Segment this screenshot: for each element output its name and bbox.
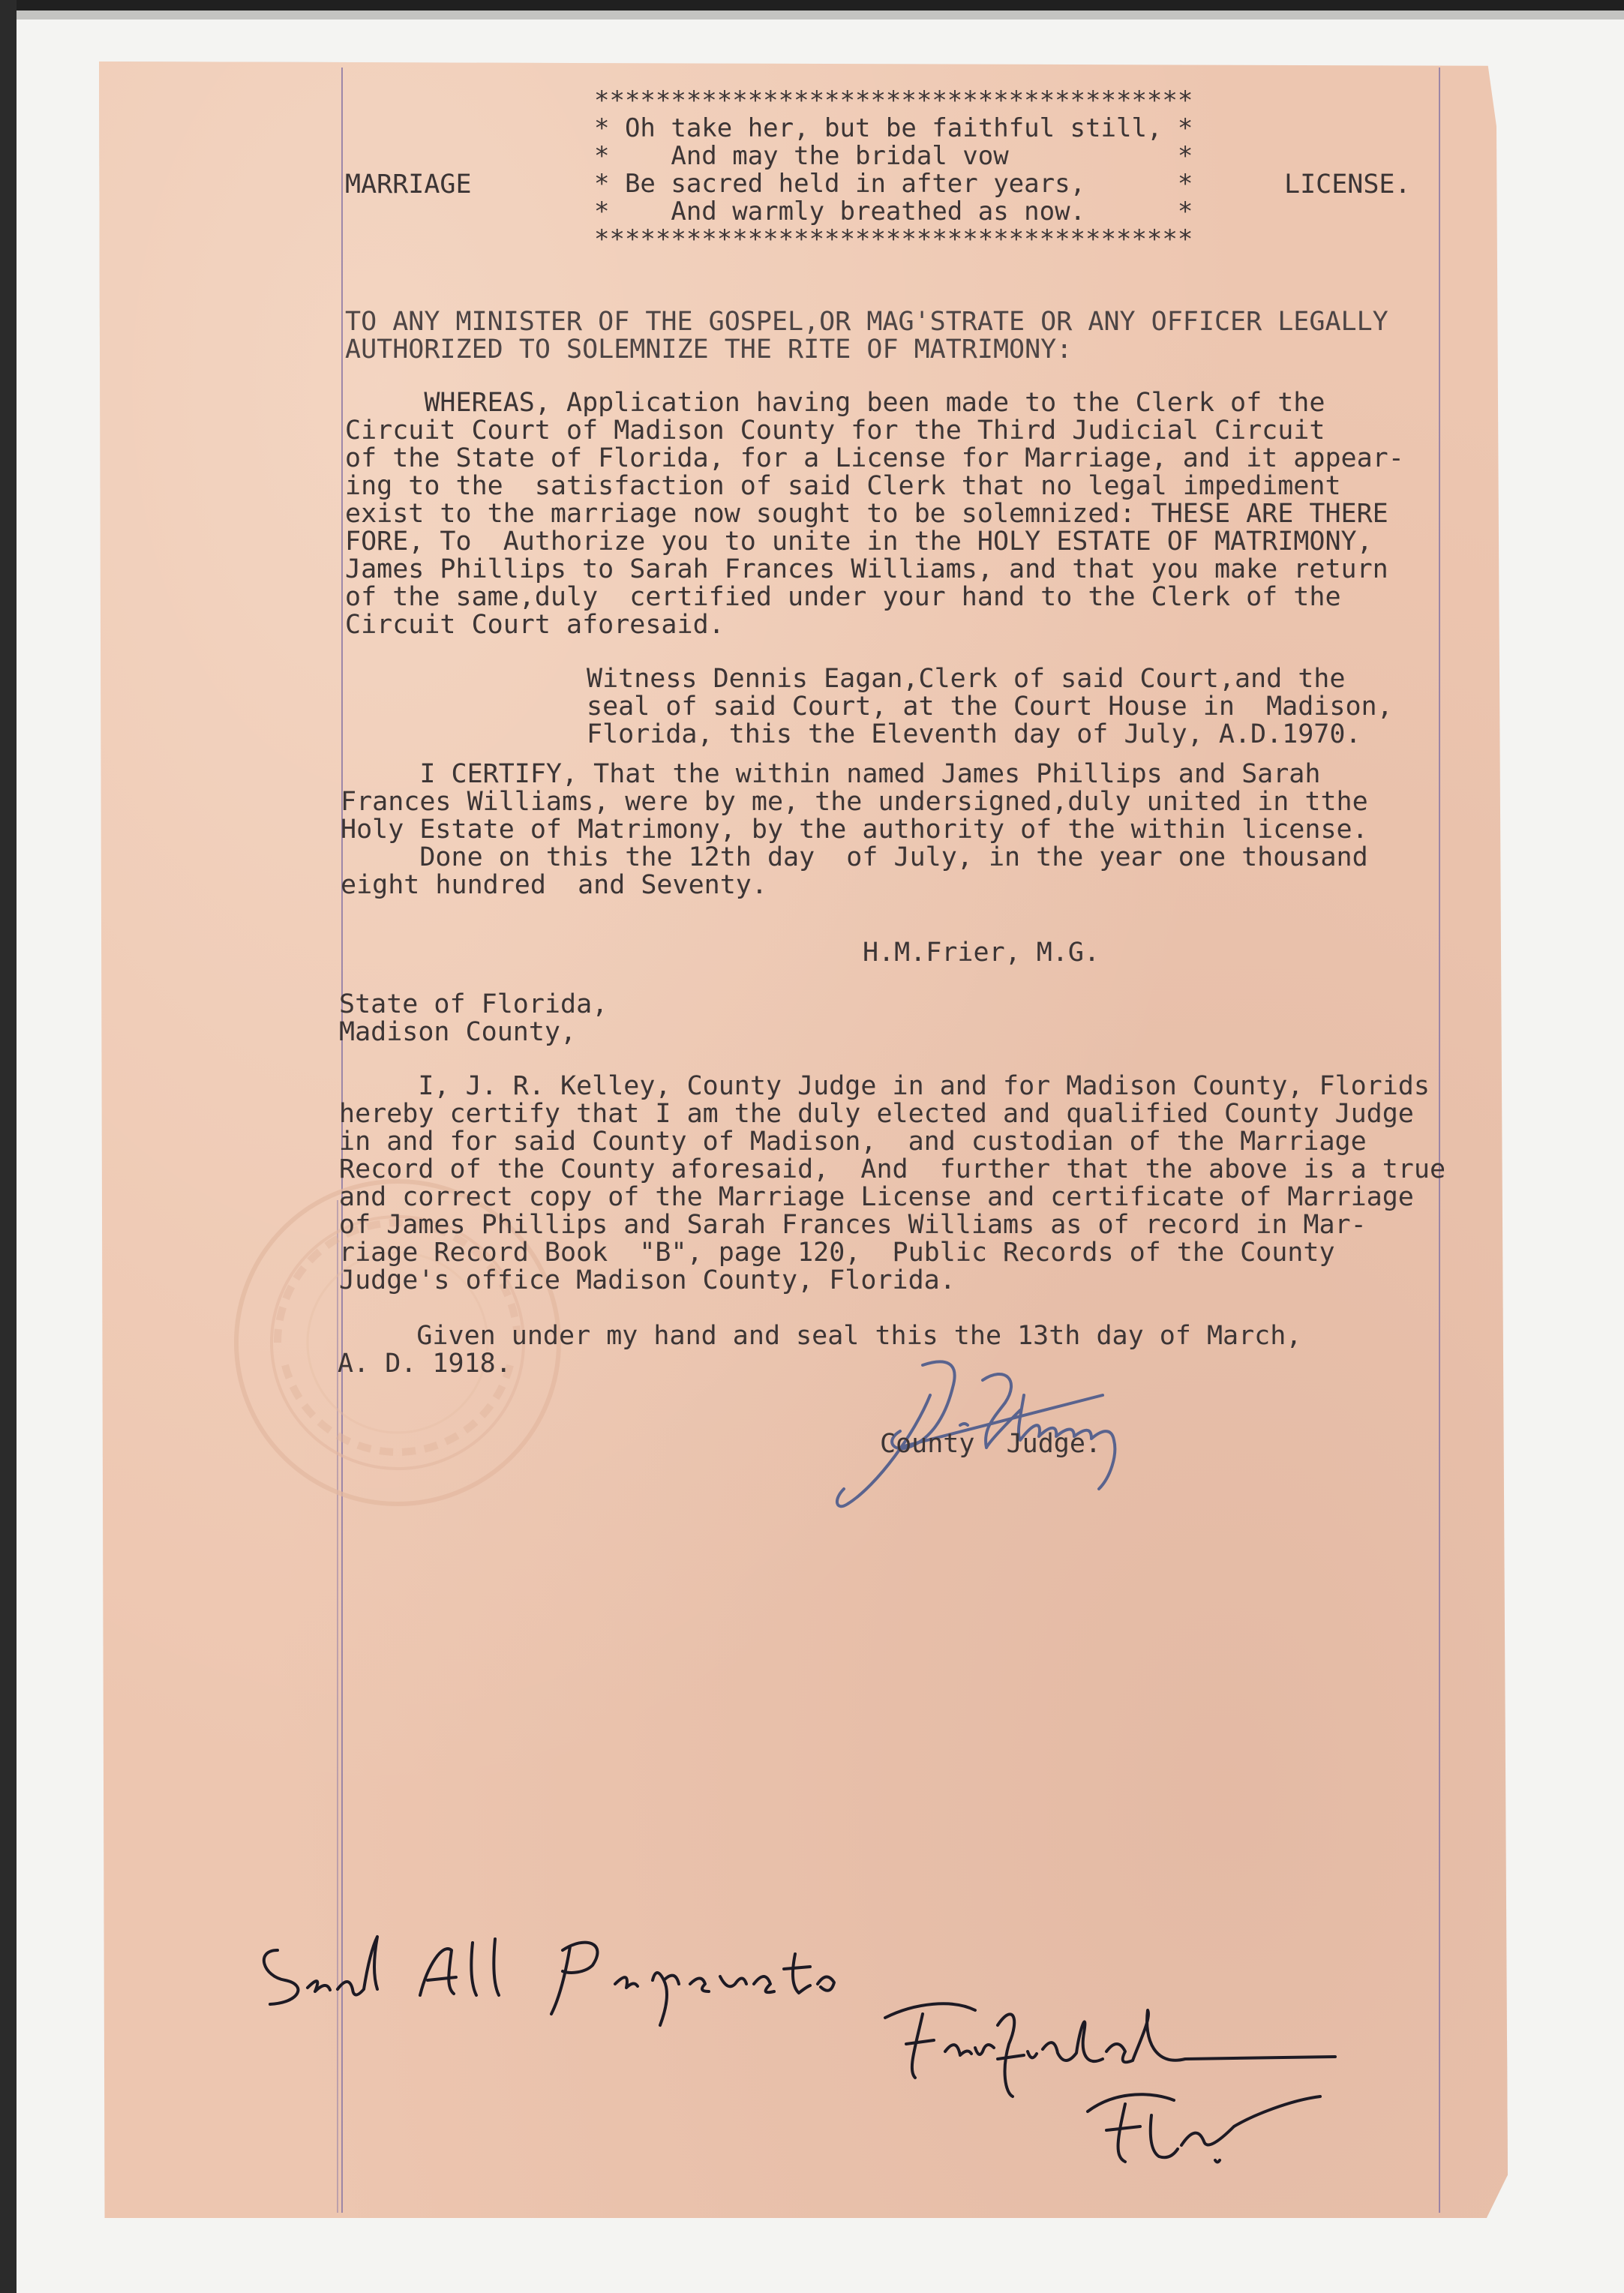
text-line: Judge's office Madison County, Florida. [339, 1265, 956, 1295]
poem-line: *************************************** [594, 224, 1193, 254]
text-line: Florida, this the Eleventh day of July, A.D.1970. [587, 719, 1361, 749]
text-line: Record of the County aforesaid, And further that the above is a true [339, 1154, 1446, 1184]
text-line: Holy Estate of Matrimony, by the authority of the within license. [341, 815, 1368, 845]
text-line: Circuit Court of Madison County for the Third Judicial Circuit [345, 416, 1325, 446]
county-judge-title: County Judge. [880, 1429, 1102, 1459]
license-heading: LICENSE. [1284, 170, 1411, 200]
text-line: of the same,duly certified under your hand to the Clerk of the [345, 582, 1341, 612]
handwritten-note-icon [255, 1920, 1380, 2175]
text-line: riage Record Book "B", page 120, Public Records of the County [339, 1238, 1335, 1268]
text-line: and correct copy of the Marriage License and certificate of Marriage [339, 1182, 1414, 1212]
text-line: of the State of Florida, for a License for Marriage, and it appear- [345, 443, 1404, 473]
marriage-heading: MARRIAGE [345, 170, 472, 200]
scan-top-shadow [17, 11, 1624, 20]
license-poem [594, 87, 1193, 254]
state-county-heading [339, 991, 608, 1046]
poem-line: * Oh take her, but be faithful still, * [594, 113, 1193, 143]
scan-top-edge [0, 0, 1624, 11]
text-line: WHEREAS, Application having been made to the Clerk of the [345, 388, 1325, 418]
witness-paragraph [587, 665, 1393, 749]
text-line: seal of said Court, at the Court House in Madison, [587, 692, 1393, 722]
text-line: State of Florida, [339, 989, 608, 1019]
handwritten-note-text [270, 1950, 367, 1957]
text-line: ing to the satisfaction of said Clerk that no legal impediment [345, 471, 1341, 501]
whereas-paragraph [345, 389, 1404, 639]
text-line: Done on this the 12th day of July, in the year one thousand [341, 842, 1368, 872]
scan-left-edge [0, 0, 17, 2293]
text-line: A. D. 1918. [338, 1349, 512, 1379]
addressee-paragraph [345, 308, 1388, 364]
poem-line: * And may the bridal vow * [594, 141, 1193, 171]
text-line: in and for said County of Madison, and custodian of the Marriage [339, 1127, 1367, 1157]
text-line: Witness Dennis Eagan,Clerk of said Court,and the [587, 664, 1346, 694]
text-line: Madison County, [339, 1017, 577, 1047]
judge-signature-icon [833, 1335, 1185, 1515]
text-line: TO ANY MINISTER OF THE GOSPEL,OR MAG'STRATE OR ANY OFFICER LEGALLY [345, 307, 1388, 337]
text-line: FORE, To Authorize you to unite in the HOLY ESTATE OF MATRIMONY, [345, 527, 1373, 557]
text-line: I CERTIFY, That the within named James Phillips and Sarah [341, 759, 1321, 789]
text-line: eight hundred and Seventy. [341, 870, 767, 900]
certify-paragraph [341, 761, 1368, 899]
poem-line: *************************************** [594, 86, 1193, 116]
judge-certification-paragraph [339, 1073, 1445, 1295]
text-line: hereby certify that I am the duly elected and qualified County Judge [339, 1099, 1414, 1129]
text-line: I, J. R. Kelley, County Judge in and for Madison County, Florids [339, 1071, 1430, 1101]
text-line: of James Phillips and Sarah Frances Williams as of record in Mar- [339, 1210, 1367, 1240]
minister-signature: H.M.Frier, M.G. [863, 938, 1100, 968]
text-line: Given under my hand and seal this the 13th day of March, [338, 1321, 1302, 1351]
text-line: exist to the marriage now sought to be solemnized: THESE ARE THERE [345, 499, 1388, 529]
text-line: James Phillips to Sarah Frances Williams, and that you make return [345, 554, 1388, 584]
poem-line: * And warmly breathed as now. * [594, 197, 1193, 227]
text-line: Frances Williams, were by me, the undersigned,duly united in tthe [341, 787, 1368, 817]
text-line: AUTHORIZED TO SOLEMNIZE THE RITE OF MATRIMONY: [345, 335, 1073, 365]
poem-line: * Be sacred held in after years, * [594, 169, 1193, 199]
text-line: Circuit Court aforesaid. [345, 610, 725, 640]
